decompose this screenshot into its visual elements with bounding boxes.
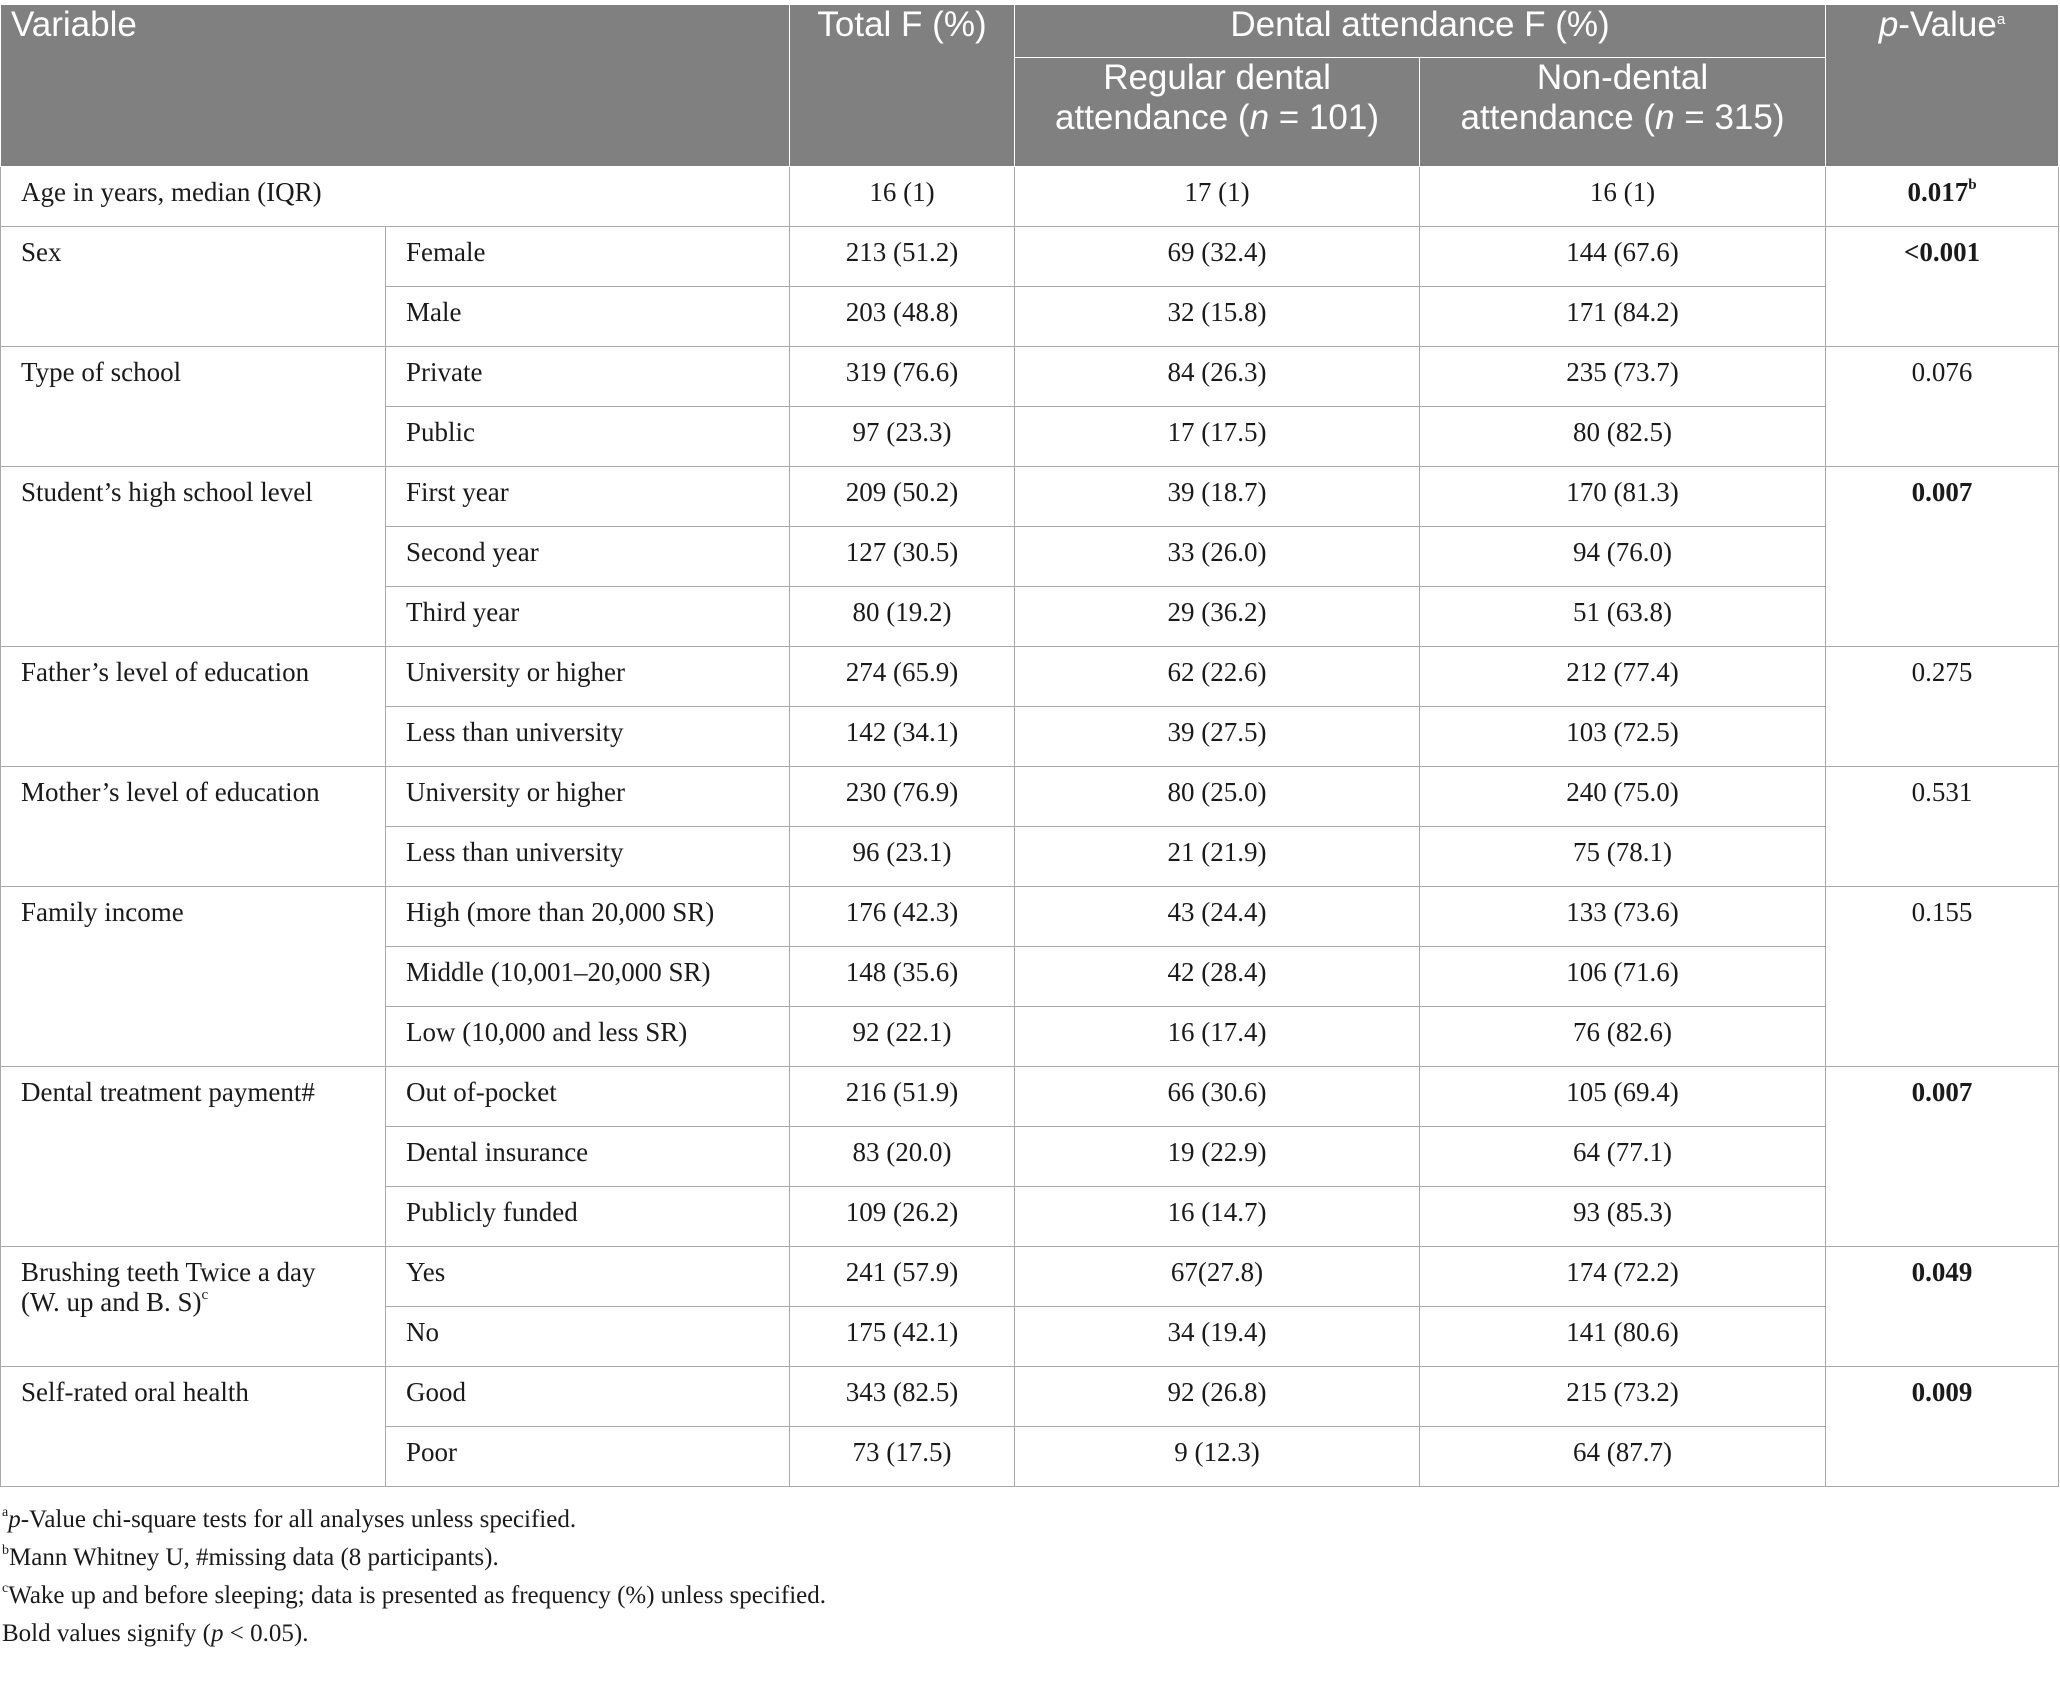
table-row — [1, 1067, 2059, 1127]
table-row — [1, 347, 2059, 407]
cell-non: 235 (73.7) — [1420, 347, 1826, 407]
cell-category: Middle (10,001–20,000 SR) — [386, 947, 790, 1007]
footnote-b-mark: b — [2, 1543, 9, 1558]
cell-total: 80 (19.2) — [790, 587, 1015, 647]
cell-total: 175 (42.1) — [790, 1307, 1015, 1367]
cell-regular: 69 (32.4) — [1015, 227, 1420, 287]
cell-non: 141 (80.6) — [1420, 1307, 1826, 1367]
cell-regular: 80 (25.0) — [1015, 767, 1420, 827]
cell-regular: 67(27.8) — [1015, 1247, 1420, 1307]
cell-p-value: 0.531 — [1826, 767, 2059, 887]
cell-regular: 29 (36.2) — [1015, 587, 1420, 647]
cell-category: University or higher — [386, 767, 790, 827]
cell-category: Good — [386, 1367, 790, 1427]
cell-total: 209 (50.2) — [790, 467, 1015, 527]
cell-category: University or higher — [386, 647, 790, 707]
cell-total: 73 (17.5) — [790, 1427, 1015, 1487]
header-p-text: -Value — [1898, 5, 1997, 44]
cell-regular: 66 (30.6) — [1015, 1067, 1420, 1127]
cell-non: 93 (85.3) — [1420, 1187, 1826, 1247]
cell-regular: 92 (26.8) — [1015, 1367, 1420, 1427]
header-non-line2-post: = 315) — [1674, 98, 1785, 137]
cell-non: 64 (77.1) — [1420, 1127, 1826, 1187]
cell-regular: 19 (22.9) — [1015, 1127, 1420, 1187]
cell-category: Less than university — [386, 707, 790, 767]
cell-regular: 42 (28.4) — [1015, 947, 1420, 1007]
cell-non: 171 (84.2) — [1420, 287, 1826, 347]
footnote-c — [2, 1577, 2060, 1615]
header-p-value — [1826, 5, 2059, 167]
data-table — [0, 4, 2059, 1487]
group-label: Family income — [1, 887, 386, 1067]
cell-category: Second year — [386, 527, 790, 587]
cell-total: 16 (1) — [790, 167, 1015, 227]
cell-total: 83 (20.0) — [790, 1127, 1015, 1187]
cell-regular: 39 (18.7) — [1015, 467, 1420, 527]
cell-regular: 32 (15.8) — [1015, 287, 1420, 347]
table-row — [1, 167, 2059, 227]
cell-p-value: <0.001 — [1826, 227, 2059, 347]
cell-regular: 62 (22.6) — [1015, 647, 1420, 707]
cell-total: 343 (82.5) — [790, 1367, 1015, 1427]
header-regular-line2-pre: attendance ( — [1055, 98, 1250, 137]
footnote-bold-post: < 0.05). — [223, 1620, 309, 1647]
row-label: Age in years, median (IQR) — [1, 167, 790, 227]
cell-p-value: 0.009 — [1826, 1367, 2059, 1487]
header-non-n: n — [1655, 98, 1675, 137]
cell-total: 127 (30.5) — [790, 527, 1015, 587]
cell-p-value: 0.275 — [1826, 647, 2059, 767]
table-body — [1, 167, 2059, 1487]
table-footnotes — [0, 1501, 2060, 1653]
group-label: Sex — [1, 227, 386, 347]
table-row — [1, 227, 2059, 287]
cell-total: 319 (76.6) — [790, 347, 1015, 407]
group-label: Father’s level of education — [1, 647, 386, 767]
cell-p-value: 0.076 — [1826, 347, 2059, 467]
cell-non: 133 (73.6) — [1420, 887, 1826, 947]
cell-total: 109 (26.2) — [790, 1187, 1015, 1247]
header-dental-attendance: Dental attendance F (%) — [1015, 5, 1826, 58]
cell-non: 80 (82.5) — [1420, 407, 1826, 467]
cell-non: 75 (78.1) — [1420, 827, 1826, 887]
header-total: Total F (%) — [790, 5, 1015, 167]
p-value-sup: b — [1968, 177, 1977, 193]
cell-regular: 34 (19.4) — [1015, 1307, 1420, 1367]
cell-p-value — [1826, 167, 2059, 227]
cell-p-value: 0.155 — [1826, 887, 2059, 1067]
cell-non: 105 (69.4) — [1420, 1067, 1826, 1127]
cell-total: 148 (35.6) — [790, 947, 1015, 1007]
cell-total: 213 (51.2) — [790, 227, 1015, 287]
header-non — [1420, 58, 1826, 167]
footnote-a — [2, 1501, 2060, 1539]
cell-total: 241 (57.9) — [790, 1247, 1015, 1307]
cell-category: Male — [386, 287, 790, 347]
header-regular-line2-post: = 101) — [1269, 98, 1380, 137]
group-label-line2: (W. up and B. S) — [21, 1287, 202, 1317]
p-value-text: 0.017 — [1907, 177, 1969, 207]
header-non-line1: Non-dental — [1536, 58, 1709, 97]
cell-non: 174 (72.2) — [1420, 1247, 1826, 1307]
group-label: Dental treatment payment# — [1, 1067, 386, 1247]
cell-p-value: 0.049 — [1826, 1247, 2059, 1367]
cell-regular: 43 (24.4) — [1015, 887, 1420, 947]
cell-regular: 9 (12.3) — [1015, 1427, 1420, 1487]
cell-total: 216 (51.9) — [790, 1067, 1015, 1127]
cell-regular: 17 (17.5) — [1015, 407, 1420, 467]
cell-category: Private — [386, 347, 790, 407]
cell-regular: 33 (26.0) — [1015, 527, 1420, 587]
cell-p-value: 0.007 — [1826, 1067, 2059, 1247]
header-regular-line1: Regular dental — [1103, 58, 1331, 97]
header-p-italic: p — [1878, 5, 1899, 44]
header-regular — [1015, 58, 1420, 167]
cell-category: Public — [386, 407, 790, 467]
cell-category: Publicly funded — [386, 1187, 790, 1247]
cell-category: Poor — [386, 1427, 790, 1487]
cell-total: 96 (23.1) — [790, 827, 1015, 887]
cell-category: Third year — [386, 587, 790, 647]
cell-category: Dental insurance — [386, 1127, 790, 1187]
footnote-b — [2, 1539, 2060, 1577]
cell-non: 212 (77.4) — [1420, 647, 1826, 707]
cell-total: 203 (48.8) — [790, 287, 1015, 347]
footnote-a-mark: a — [2, 1505, 9, 1520]
table-page — [0, 4, 2060, 1653]
footnote-bold-pre: Bold values signify ( — [2, 1620, 212, 1647]
group-label — [1, 1247, 386, 1367]
cell-category: Female — [386, 227, 790, 287]
footnote-a-text: -Value chi-square tests for all analyses unless specified. — [20, 1506, 577, 1533]
cell-non: 106 (71.6) — [1420, 947, 1826, 1007]
cell-regular: 17 (1) — [1015, 167, 1420, 227]
header-variable: Variable — [1, 5, 790, 167]
group-label: Type of school — [1, 347, 386, 467]
group-label-line1: Brushing teeth Twice a day — [21, 1257, 316, 1287]
cell-total: 274 (65.9) — [790, 647, 1015, 707]
group-label-sup: c — [201, 1287, 209, 1303]
cell-total: 142 (34.1) — [790, 707, 1015, 767]
cell-category: No — [386, 1307, 790, 1367]
cell-category: First year — [386, 467, 790, 527]
cell-non: 51 (63.8) — [1420, 587, 1826, 647]
cell-total: 92 (22.1) — [790, 1007, 1015, 1067]
footnote-bold — [2, 1615, 2060, 1653]
cell-category: Low (10,000 and less SR) — [386, 1007, 790, 1067]
header-p-sup: a — [1996, 11, 2006, 28]
table-row — [1, 887, 2059, 947]
cell-regular: 16 (17.4) — [1015, 1007, 1420, 1067]
group-label: Self-rated oral health — [1, 1367, 386, 1487]
cell-non: 94 (76.0) — [1420, 527, 1826, 587]
cell-category: Out of-pocket — [386, 1067, 790, 1127]
table-row — [1, 767, 2059, 827]
cell-category: Less than university — [386, 827, 790, 887]
cell-regular: 84 (26.3) — [1015, 347, 1420, 407]
table-row — [1, 467, 2059, 527]
header-non-line2-pre: attendance ( — [1460, 98, 1656, 137]
cell-total: 230 (76.9) — [790, 767, 1015, 827]
cell-non: 170 (81.3) — [1420, 467, 1826, 527]
cell-total: 97 (23.3) — [790, 407, 1015, 467]
table-row — [1, 647, 2059, 707]
table-row — [1, 1367, 2059, 1427]
group-label: Mother’s level of education — [1, 767, 386, 887]
footnote-c-mark: c — [2, 1581, 9, 1596]
group-label: Student’s high school level — [1, 467, 386, 647]
cell-total: 176 (42.3) — [790, 887, 1015, 947]
cell-non: 103 (72.5) — [1420, 707, 1826, 767]
cell-regular: 16 (14.7) — [1015, 1187, 1420, 1247]
cell-non: 64 (87.7) — [1420, 1427, 1826, 1487]
cell-non: 76 (82.6) — [1420, 1007, 1826, 1067]
cell-category: High (more than 20,000 SR) — [386, 887, 790, 947]
cell-category: Yes — [386, 1247, 790, 1307]
cell-regular: 39 (27.5) — [1015, 707, 1420, 767]
cell-non: 144 (67.6) — [1420, 227, 1826, 287]
footnote-c-text: Wake up and before sleeping; data is presented as frequency (%) unless specified. — [8, 1582, 827, 1609]
cell-non: 240 (75.0) — [1420, 767, 1826, 827]
footnote-a-p: p — [8, 1506, 21, 1533]
header-regular-n: n — [1249, 98, 1270, 137]
footnote-b-text: Mann Whitney U, #missing data (8 participants). — [9, 1544, 499, 1571]
table-row — [1, 1247, 2059, 1307]
cell-non: 215 (73.2) — [1420, 1367, 1826, 1427]
cell-non: 16 (1) — [1420, 167, 1826, 227]
footnote-bold-p: p — [211, 1620, 224, 1647]
table-header — [1, 5, 2059, 167]
cell-p-value: 0.007 — [1826, 467, 2059, 647]
cell-regular: 21 (21.9) — [1015, 827, 1420, 887]
